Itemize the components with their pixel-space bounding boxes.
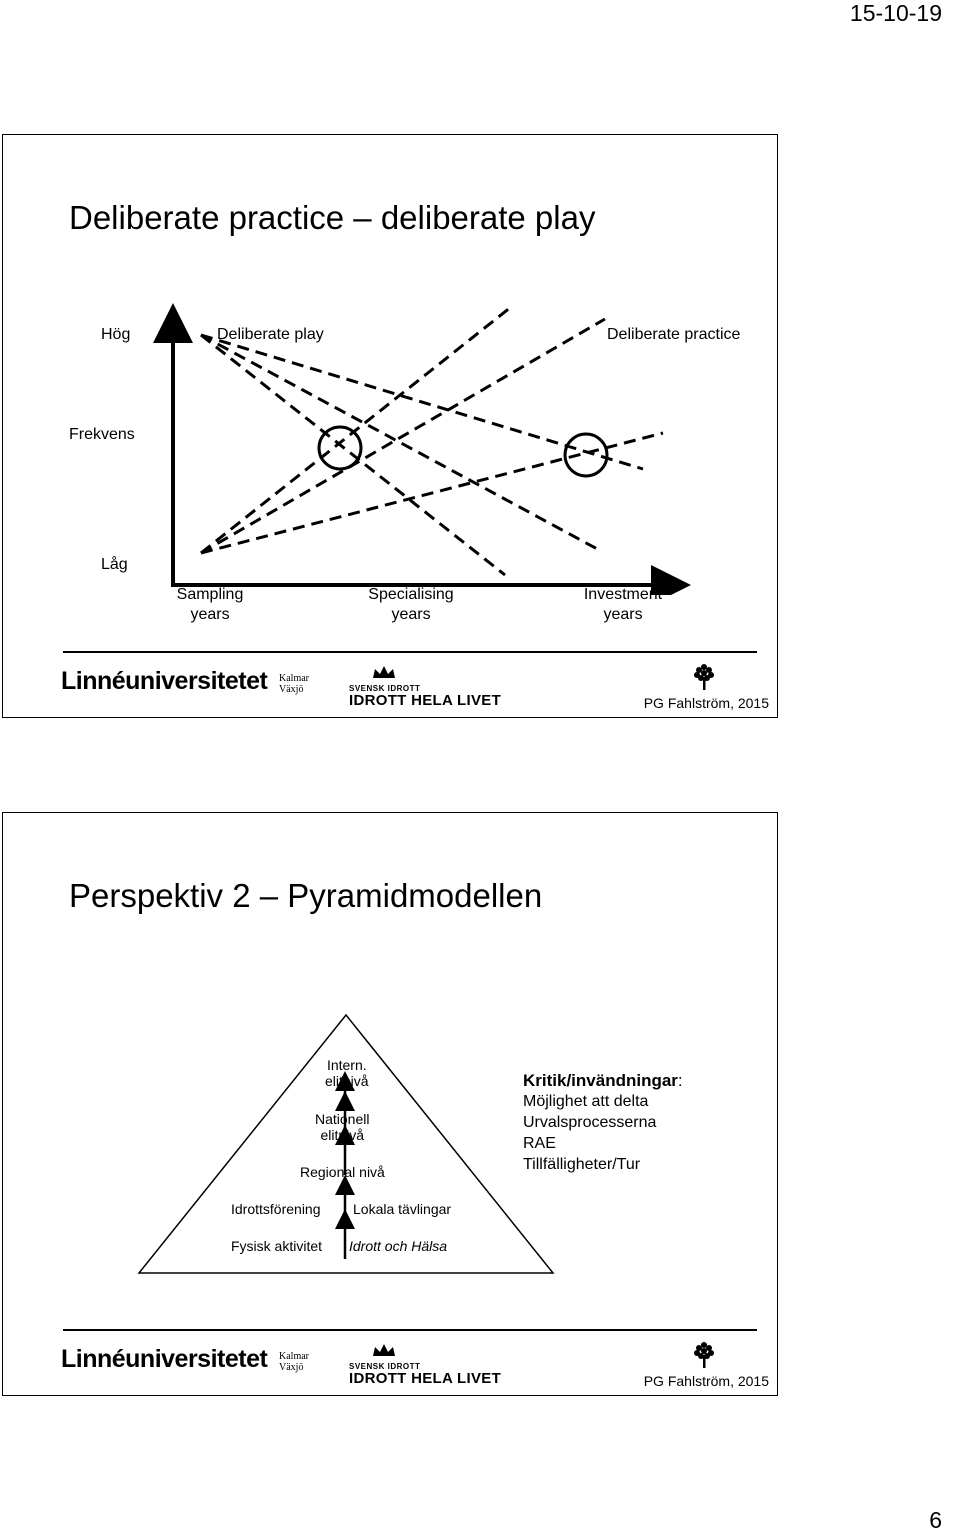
play-line-1 — [201, 335, 505, 575]
phase-sampling — [150, 585, 270, 625]
phase-investment — [563, 585, 683, 625]
lnu-logo-sub-line: Kalmar — [279, 673, 309, 684]
credit-text: PG Fahlström, 2015 — [643, 1373, 769, 1389]
crossing-circle-2 — [565, 434, 607, 476]
idrott-hela-livet: IDROTT HELA LIVET — [349, 1370, 502, 1387]
pyramid-club: Idrottsförening — [231, 1201, 321, 1217]
slide-pyramid-model — [2, 812, 778, 1396]
lnu-logo-sub-line: Växjö — [279, 1362, 304, 1373]
y-low-label: Låg — [101, 556, 128, 573]
phase-specialising — [351, 585, 471, 625]
pyramid-sport-and-health: Idrott och Hälsa — [349, 1238, 448, 1254]
pyramid-level-international — [325, 1057, 369, 1089]
critique-item: Urvalsprocesserna — [523, 1114, 657, 1131]
pyramid-physical-activity: Fysisk aktivitet — [231, 1238, 323, 1254]
idrott-hela-livet: IDROTT HELA LIVET — [349, 692, 502, 709]
lnu-logo: Linnéuniversitetet — [61, 1345, 268, 1373]
critique-colon: : — [677, 1071, 683, 1090]
practice-line-3 — [201, 433, 663, 553]
pyramid-text-line: Nationell — [315, 1111, 370, 1127]
pyramid-level-regional: Regional nivå — [300, 1164, 385, 1180]
page-number: 6 — [929, 1507, 942, 1533]
crown-icon — [371, 1343, 397, 1357]
critique-box — [523, 1070, 683, 1175]
phase-label-line: Investment — [583, 586, 663, 603]
footer-divider — [63, 651, 757, 653]
slide-deliberate-practice — [2, 134, 778, 718]
y-axis-label: Frekvens — [69, 426, 135, 443]
lnu-logo-sub — [279, 1351, 309, 1373]
critique-item: Möjlighet att delta — [523, 1093, 649, 1110]
lnu-logo-sub — [279, 673, 309, 695]
crown-icon — [371, 665, 397, 679]
play-line-2 — [201, 335, 601, 551]
phase-label-line: Specialising — [368, 586, 454, 603]
pyramid-level-national — [315, 1111, 369, 1143]
lnu-logo-sub-line: Växjö — [279, 684, 304, 695]
pyramid-local-competitions: Lokala tävlingar — [353, 1201, 452, 1217]
svensk-idrott-logo — [349, 1343, 501, 1387]
crossing-circle-1 — [319, 427, 361, 469]
phase-label-line: Sampling — [176, 586, 244, 603]
pyramid-text-line: elitnivå — [325, 1073, 369, 1089]
deliberate-practice-label: Deliberate practice — [607, 326, 741, 343]
critique-heading-row — [523, 1070, 683, 1091]
practice-line-1 — [201, 307, 511, 553]
critique-item: RAE — [523, 1135, 556, 1152]
footer-divider — [63, 1329, 757, 1331]
svensk-idrott-small: SVENSK IDROTT — [349, 684, 421, 693]
page-date: 15-10-19 — [849, 0, 942, 26]
pyramid-text-line: Intern. — [326, 1057, 367, 1073]
svensk-idrott-small: SVENSK IDROTT — [349, 1362, 421, 1371]
deliberate-play-label: Deliberate play — [217, 326, 324, 343]
pyramid-text-line: elitnivå — [320, 1127, 365, 1143]
phase-label-line: years — [190, 606, 230, 623]
tree-icon — [693, 1341, 715, 1369]
slide-title: Deliberate practice – deliberate play — [69, 199, 596, 236]
svensk-idrott-logo — [349, 665, 501, 709]
critique-item: Tillfälligheter/Tur — [523, 1156, 641, 1173]
phase-label-line: years — [603, 606, 643, 623]
lnu-logo-sub-line: Kalmar — [279, 1351, 309, 1362]
slide-title: Perspektiv 2 – Pyramidmodellen — [69, 877, 543, 914]
critique-heading: Kritik/invändningar — [523, 1071, 678, 1090]
credit-text: PG Fahlström, 2015 — [643, 695, 769, 711]
phase-label-line: years — [391, 606, 431, 623]
y-high-label: Hög — [101, 326, 131, 343]
play-line-3 — [201, 335, 643, 469]
lnu-logo: Linnéuniversitetet — [61, 667, 268, 695]
frequency-diagram — [3, 135, 779, 595]
tree-icon — [693, 663, 715, 691]
